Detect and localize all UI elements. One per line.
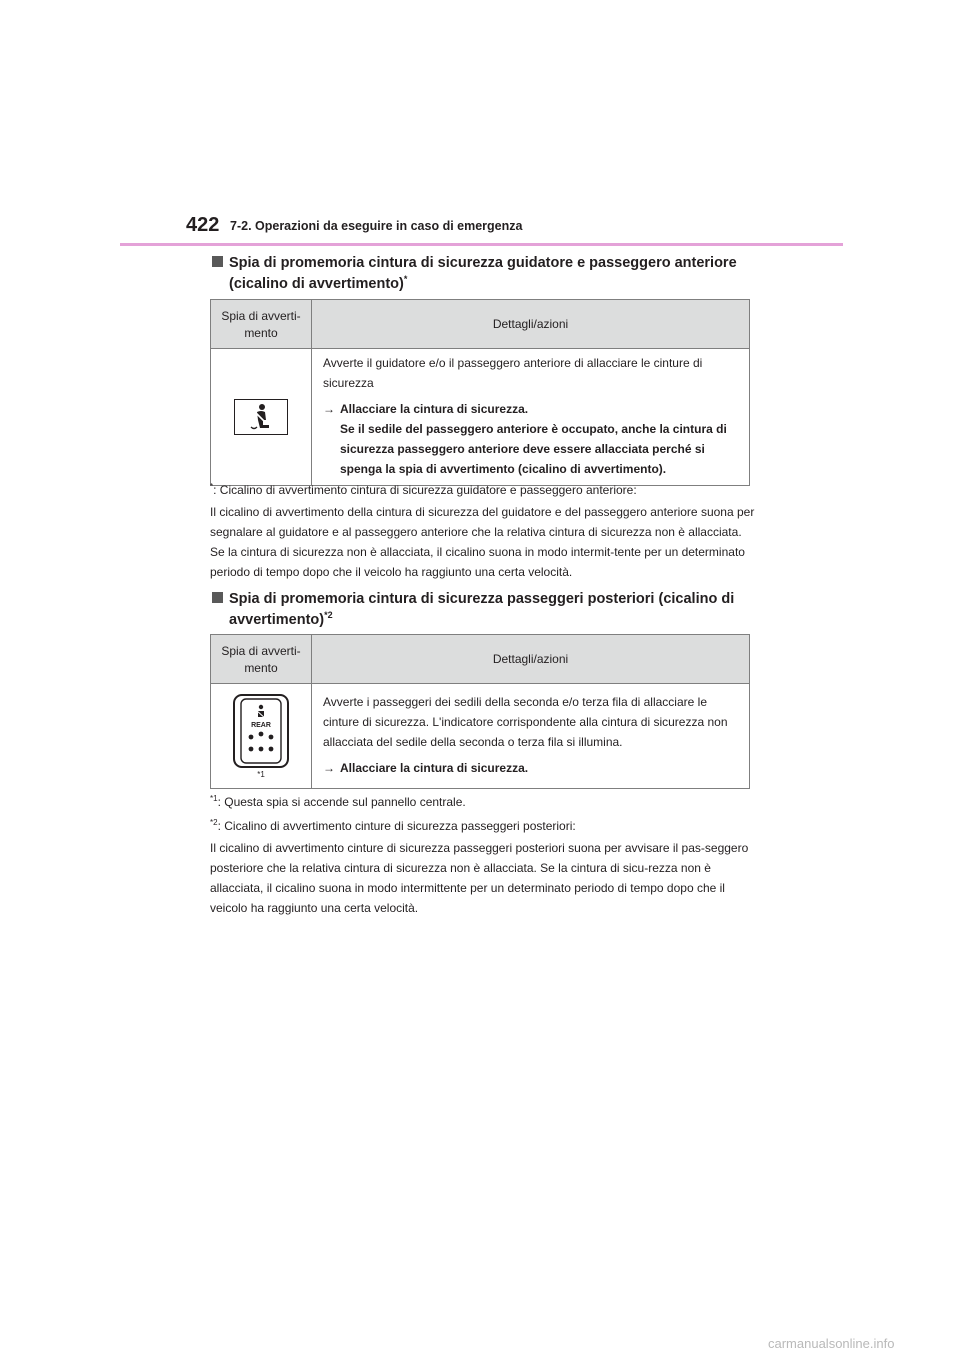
heading-line-2: [212, 612, 333, 628]
footnote-rear-2: [210, 817, 755, 835]
footnote-mark: *2: [210, 818, 218, 827]
heading-mark: *: [403, 274, 408, 284]
section-heading-rear: [212, 589, 752, 631]
paragraph-rear: Il cicalino di avvertimento cinture di sicurezza passeggeri posteriori suona per avvisare il pas-seggero posteriore che la relativa cintura di sicurezza non è allacciata. Se la cintura di sicu-rezza non è allacciata, il cicalino suona in modo intermittente per un determinato periodo di tempo dopo che il veicolo ha raggiunto una certa velocità.: [210, 841, 749, 915]
action-line: [323, 758, 743, 778]
table-header: [211, 300, 749, 349]
col-header-warning-light: Spia di avverti- mento: [211, 635, 312, 683]
table-row: [211, 684, 749, 788]
table-header: [211, 635, 749, 684]
footnote-rear-1: [210, 793, 755, 811]
heading-line-2-text: avvertimento): [229, 612, 325, 628]
table-row: [211, 349, 749, 485]
rear-seatbelt-reminder-icon: [232, 693, 290, 779]
chapter-title: 7-2. Operazioni da eseguire in caso di emergenza: [230, 219, 523, 233]
heading-line-2-text: (cicalino di avvertimento): [229, 276, 404, 292]
rear-label: REAR: [251, 722, 271, 729]
warning-table-rear: [210, 634, 750, 789]
icon-note: *1: [257, 770, 265, 779]
action-note: Se il sedile del passeggero anteriore è occupato, anche la cintura di sicurezza passeggero anteriore deve essere allacciata perché si spenga la spia di avvertimento (cicalino di avvertimento).: [340, 422, 727, 476]
details-cell: [312, 349, 749, 485]
footnote-text: : Cicalino di avvertimento cinture di sicurezza passeggeri posteriori:: [217, 819, 576, 833]
details-text: Avverte il guidatore e/o il passeggero anteriore di allacciare le cinture di sicurezza: [323, 356, 703, 390]
paragraph-front: Il cicalino di avvertimento della cintura di sicurezza del guidatore e del passeggero anteriore suona per segnalare al guidatore e al passeggero anteriore che la relativa cintura di sicurezza non è allacciata. Se la cintura di sicurezza non è allacciata, il cicalino suona in modo intermit-tente per un determinato periodo di tempo dopo che il veicolo ha raggiunto una certa velocità.: [210, 505, 755, 579]
details-cell: [312, 684, 749, 788]
section-heading-front: [212, 253, 752, 295]
header-rule: [120, 243, 843, 246]
warning-table-front: [210, 299, 750, 486]
action-text: Allacciare la cintura di sicurezza.: [340, 761, 529, 775]
col-header-details: Dettagli/azioni: [492, 651, 569, 666]
action-line: [323, 399, 743, 419]
heading-line-1: Spia di promemoria cintura di sicurezza passeggeri posteriori (cicalino di: [229, 591, 735, 607]
col-header-details: Dettagli/azioni: [492, 316, 569, 331]
arrow-icon: →: [323, 761, 335, 775]
watermark: carmanualsonline.info: [768, 1336, 895, 1351]
icon-cell: [211, 349, 312, 485]
square-bullet-icon: [212, 256, 223, 267]
page-number: 422: [186, 214, 220, 236]
footnote-text: : Questa spia si accende sul pannello centrale.: [217, 795, 466, 809]
square-bullet-icon: [212, 592, 223, 603]
heading-mark: *2: [324, 610, 333, 620]
heading-line-1: Spia di promemoria cintura di sicurezza guidatore e passeggero anteriore: [229, 255, 737, 271]
icon-cell: [211, 684, 312, 788]
footnote-text: : Cicalino di avvertimento cintura di sicurezza guidatore e passeggero anteriore:: [213, 483, 637, 497]
action-text: Allacciare la cintura di sicurezza.: [340, 402, 529, 416]
footnote-mark: *1: [210, 794, 218, 803]
arrow-icon: →: [323, 402, 335, 416]
col-header-warning-light: Spia di avverti- mento: [211, 300, 312, 348]
footnote-front: [210, 481, 755, 499]
seatbelt-warning-icon: [234, 399, 288, 435]
heading-line-2: [212, 276, 407, 292]
details-text: Avverte i passeggeri dei sedili della seconda e/o terza fila di allacciare le cinture di sicurezza. L'indicatore corrispondente alla cintura di sicurezza non allacciata del sedile della seconda o terza fila si illumina.: [323, 695, 728, 749]
footnote-mark: *: [210, 482, 214, 491]
